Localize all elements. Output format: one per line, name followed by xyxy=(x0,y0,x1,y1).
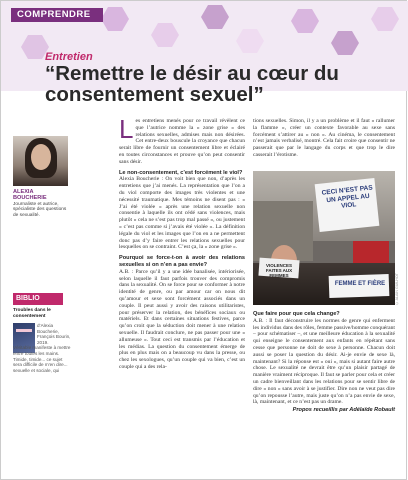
question-1: Le non-consentement, c’est forcément le viol? xyxy=(119,169,243,176)
question-3: Que faire pour que cela change? xyxy=(253,311,340,317)
drop-cap: L xyxy=(119,114,134,144)
biblio-summary: Véritable manifeste à mettre entre toutes les mains. Timide, timide... ce sujet sera difficile de m’en dire... xyxy=(13,345,71,368)
author-photo xyxy=(13,136,68,186)
column-1 xyxy=(119,114,245,371)
sign-text: VIOLENCES FAITES AUX FEMMES xyxy=(265,263,293,278)
decor-hexagon xyxy=(151,23,179,47)
answer-1: Alexia Boucherie : On voit bien que non, d’après les entretiens que j’ai menés. La représentation que l’on a du viol comporte des images très violentes et une nécessité traumatique. Mes témoins ne disent pas : « J’ai été violée » après une relation sexuelle non consentie à laquelle ils ont cédé sans violences, mais plutôt « cela ne s’est pas trop mal passé », ou justement « c’est pas comme si j’avais été violée ». La définition légale du viol et les images que l’on en a ne permettent donc pas d’y faire entrer les relations sexuelles pour lesquelles on se contraint. C’est ça, la « zone grise ». xyxy=(119,176,245,251)
answer-3: A.B. : Il faut déconstruire les normes de genre qui enferment les individus dans des rôles, femme passive/homme conquérant – pour schématiser –, et une meilleure éducation à la sexualité qui enseigne le consentement aux enfants en répétant sans cesse que personne ne doit de sexe à personne. Chacun doit aussi se poser la question du désir. Ai-je envie de sexe là, maintenant? Si la réponse est « oui », mais si autant faire autre chose. Le sexualité ne devrait être qu’un plaisir partagé de manière vraiment réciproque. Il faut se parler pour cela et créer un cadre bienveillant dans les relations pour se sentir libre de dire « non » sans avoir à se justifier. Dire non ne veut pas dire qu’on repousse l’autre, mais juste qu’on n’a pas envie de sexe, là, maintenant, et ce n’est pas un drame. xyxy=(253,317,395,406)
decor-hexagon xyxy=(291,9,319,33)
section-label: COMPRENDRE xyxy=(11,8,103,22)
decor-hexagon xyxy=(371,7,399,31)
column-2-top xyxy=(253,118,395,159)
sign-text: CECI N’EST PAS UN APPEL AU VIOL xyxy=(321,184,373,210)
article-title: “Remettre le désir au cœur du consentement sexuel” xyxy=(45,62,339,106)
answer-2: A.B. : Parce qu’il y a une idée banalisée, intériorisée, selon laquelle il faut parfois trouver des compromis dans la sexualité. On se force pour se conformer à notre identité de genre, ou par amour car on nous dit qu’amour et sexe sont forcément associés dans un couple. Il peut aussi y avoir des raisons utilitaristes, pour préserver la relation, des bénéfices sociaux ou matériels. Et dans certaines situations festives, parce qu’on croit que la séduction doit mener à une relation sexuelle. Il faudrait conclure, ne pas passer pour une « allumeuse ». Tout ceci est transmis par l’éducation et les médias. La question du consentement émerge de plus en plus mais on a beaucoup vu dans la presse, ou chez les sexologues, qu’un couple qui va bien, c’est un couple qui a des rela- xyxy=(119,268,245,370)
decor-hexagon xyxy=(201,5,229,29)
author-description: Journaliste et autrice, spécialiste des questions de sexualité. xyxy=(13,201,67,218)
biblio-label: BIBLIO xyxy=(13,293,63,305)
decor-hexagon xyxy=(331,31,359,55)
author-box xyxy=(13,136,68,219)
question-2: Pourquoi se force-t-on à avoir des relations sexuelles si on n’en a pas envie? xyxy=(119,255,245,268)
intro-text: es entretiens menés pour ce travail révèlent ce que l’autrice nomme la « zone grise » des relations sexuelles, admises mais non désirées. Cet entre-deux bouscule la croyance que chacun serait libre de fournir un consentement libre et éclairé en toutes circonstances et prouve qu’on peut consentir sans désir. xyxy=(119,118,245,165)
decor-hexagon xyxy=(101,7,129,31)
biblio-reference: d’Alexia Boucherie, François Bourin, 2019. xyxy=(37,323,71,345)
protest-photo xyxy=(253,171,395,305)
biblio-book-title: Troubles dans le consentement xyxy=(13,308,51,319)
decor-hexagon xyxy=(236,29,264,53)
column-2-text: tions sexuelles. Simon, il y a un problème et il faut « rallumer la flamme », créer un contexte favorable au sexe sans forcément s’attirer au « non ». Au cinéma, le consentement n’est jamais verbalisé, montré. Cela fait croire que consentir ne passerait que par le langage du corps et que trop le dire casserait l’érotisme. xyxy=(253,118,395,158)
signature: Propos recueillis par Adélaïde Robault xyxy=(292,407,395,414)
header-band xyxy=(1,1,408,106)
author-name: ALEXIA BOUCHERIE xyxy=(13,189,47,202)
biblio-summary-end: sexuelle et sociale, qui xyxy=(13,367,60,373)
biblio-text xyxy=(13,323,71,373)
article-kicker: Entretien xyxy=(45,51,93,63)
sign-text: FEMME ET FIÈRE xyxy=(334,281,386,287)
column-2-bottom xyxy=(253,307,395,414)
photo-credit: © ALAIN GUILHOT xyxy=(395,273,399,306)
